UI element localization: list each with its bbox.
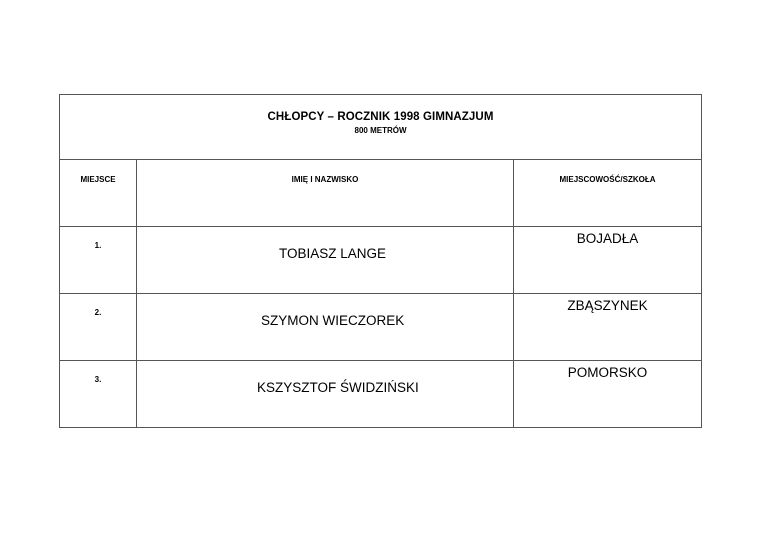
place-cell — [60, 361, 137, 428]
town-value: POMORSKO — [567, 365, 648, 380]
column-header-name — [137, 160, 514, 227]
column-header-town-label: MIEJSCOWOŚĆ/SZKOŁA — [559, 175, 656, 184]
title-row — [60, 95, 702, 160]
town-cell — [514, 294, 702, 361]
column-header-place — [60, 160, 137, 227]
name-cell — [137, 294, 514, 361]
athlete-name: KSZYSZTOF ŚWIDZIŃSKI — [257, 380, 419, 395]
column-header-name-label: IMIĘ I NAZWISKO — [291, 175, 359, 184]
column-header-place-label: MIEJSCE — [80, 175, 116, 184]
page-title: CHŁOPCY – ROCZNIK 1998 GIMNAZJUM — [267, 111, 494, 123]
name-cell — [137, 361, 514, 428]
town-value: BOJADŁA — [576, 231, 639, 246]
town-cell — [514, 227, 702, 294]
page-subtitle: 800 METRÓW — [354, 126, 407, 135]
athlete-name: TOBIASZ LANGE — [279, 246, 387, 261]
place-value: 2. — [94, 308, 102, 317]
column-header-row — [60, 160, 702, 227]
table-row — [60, 227, 702, 294]
town-cell — [514, 361, 702, 428]
results-table — [59, 94, 702, 428]
name-cell — [137, 227, 514, 294]
place-cell — [60, 227, 137, 294]
place-value: 3. — [94, 375, 102, 384]
place-cell — [60, 294, 137, 361]
table-row — [60, 361, 702, 428]
athlete-name: SZYMON WIECZOREK — [261, 313, 405, 328]
table-row — [60, 294, 702, 361]
column-header-town — [514, 160, 702, 227]
title-cell — [60, 95, 702, 160]
place-value: 1. — [94, 241, 102, 250]
town-value: ZBĄSZYNEK — [567, 298, 648, 313]
